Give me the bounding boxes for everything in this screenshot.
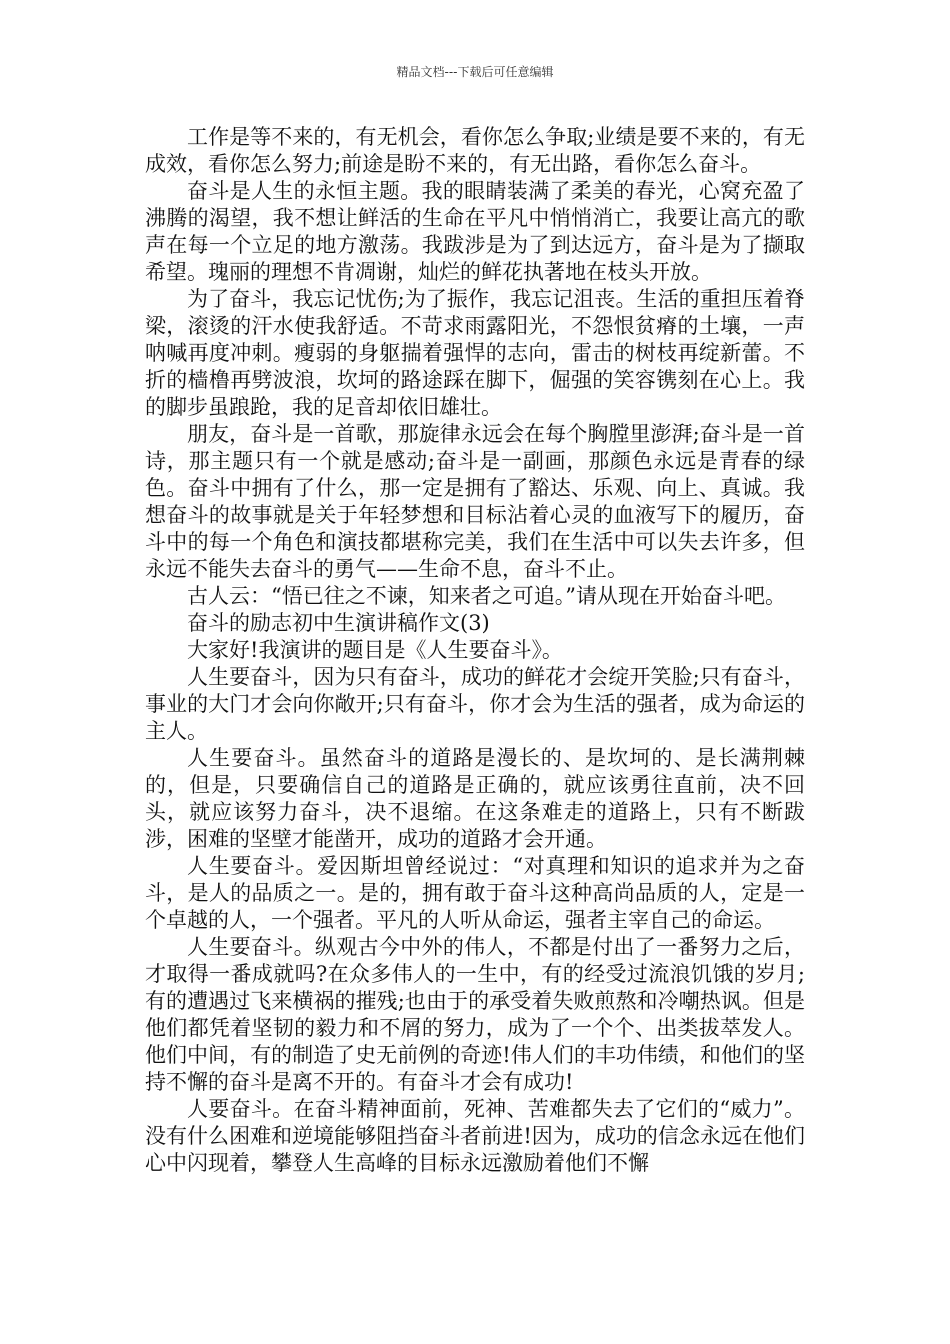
paragraph: 人生要奋斗，因为只有奋斗，成功的鲜花才会绽开笑脸;只有奋斗，事业的大门才会向你敞开;只有奋斗，你才会为生活的强者，成为命运的主人。 — [145, 665, 805, 743]
paragraph: 朋友，奋斗是一首歌，那旋律永远会在每个胸膛里澎湃;奋斗是一首诗，那主题只有一个就是感动;奋斗是一副画，那颜色永远是青春的绿色。奋斗中拥有了什么，那一定是拥有了豁达、乐观、向上、真诚。我想奋斗的故事就是关于年轻梦想和目标沾着心灵的血液写下的履历，奋斗中的每一个角色和演技都堪称完美，我们在生活中可以失去许多，但永远不能失去奋斗的勇气——生命不息，奋斗不止。 — [145, 422, 805, 581]
paragraph: 工作是等不来的，有无机会，看你怎么争取;业绩是要不来的，有无成效，看你怎么努力;前途是盼不来的，有无出路，看你怎么奋斗。 — [145, 125, 805, 176]
paragraph: 大家好!我演讲的题目是《人生要奋斗》。 — [187, 638, 563, 662]
paragraph: 人要奋斗。在奋斗精神面前，死神、苦难都失去了它们的“威力”。没有什么困难和逆境能够阻挡奋斗者前进!因为，成功的信念永远在他们心中闪现着，攀登人生高峰的目标永远激励着他们不懈 — [145, 1097, 805, 1175]
paragraph: 人生要奋斗。纵观古今中外的伟人，不都是付出了一番努力之后，才取得一番成就吗?在众多伟人的一生中，有的经受过流浪饥饿的岁月;有的遭遇过飞来横祸的摧残;也由于的承受着失败煎熬和冷嘲热讽。但是他们都凭着坚韧的毅力和不屑的努力，成为了一个个、出类拔萃发人。他们中间，有的制造了史无前例的奇迹!伟人们的丰功伟绩，和他们的坚持不懈的奋斗是离不开的。有奋斗才会有成功! — [145, 935, 805, 1094]
paragraph: 古人云：“悟已往之不谏，知来者之可追。”请从现在开始奋斗吧。 — [187, 584, 786, 608]
paragraph: 人生要奋斗。爱因斯坦曾经说过：“对真理和知识的追求并为之奋斗，是人的品质之一。是的，拥有敢于奋斗这种高尚品质的人，定是一个卓越的人，一个强者。平凡的人听从命运，强者主宰自己的命运。 — [145, 854, 805, 932]
paragraph: 人生要奋斗。虽然奋斗的道路是漫长的、是坎坷的、是长满荆棘的，但是，只要确信自己的道路是正确的，就应该勇往直前，决不回头，就应该努力奋斗，决不退缩。在这条难走的道路上，只有不断跋涉，困难的坚壁才能凿开，成功的道路才会开通。 — [145, 746, 805, 851]
page-header: 精品文档---下载后可任意编辑 — [396, 65, 554, 79]
paragraph: 奋斗是人生的永恒主题。我的眼睛装满了柔美的春光，心窝充盈了沸腾的渴望，我不想让鲜活的生命在平凡中悄悄消亡，我要让高亢的歌声在每一个立足的地方激荡。我跋涉是为了到达远方，奋斗是为了撷取希望。瑰丽的理想不肯凋谢，灿烂的鲜花执著地在枝头开放。 — [145, 179, 805, 284]
document-body — [145, 124, 805, 1177]
paragraph: 为了奋斗，我忘记忧伤;为了振作，我忘记沮丧。生活的重担压着脊梁，滚烫的汗水使我舒适。不苛求雨露阳光，不怨恨贫瘠的土壤，一声呐喊再度冲刺。瘦弱的身躯揣着强悍的志向，雷击的树枝再绽新蕾。不折的樯橹再劈波浪，坎坷的路途踩在脚下，倔强的笑容镌刻在心上。我的脚步虽踉跄，我的足音却依旧雄壮。 — [145, 287, 805, 419]
section-heading: 奋斗的励志初中生演讲稿作文(3) — [187, 611, 490, 635]
